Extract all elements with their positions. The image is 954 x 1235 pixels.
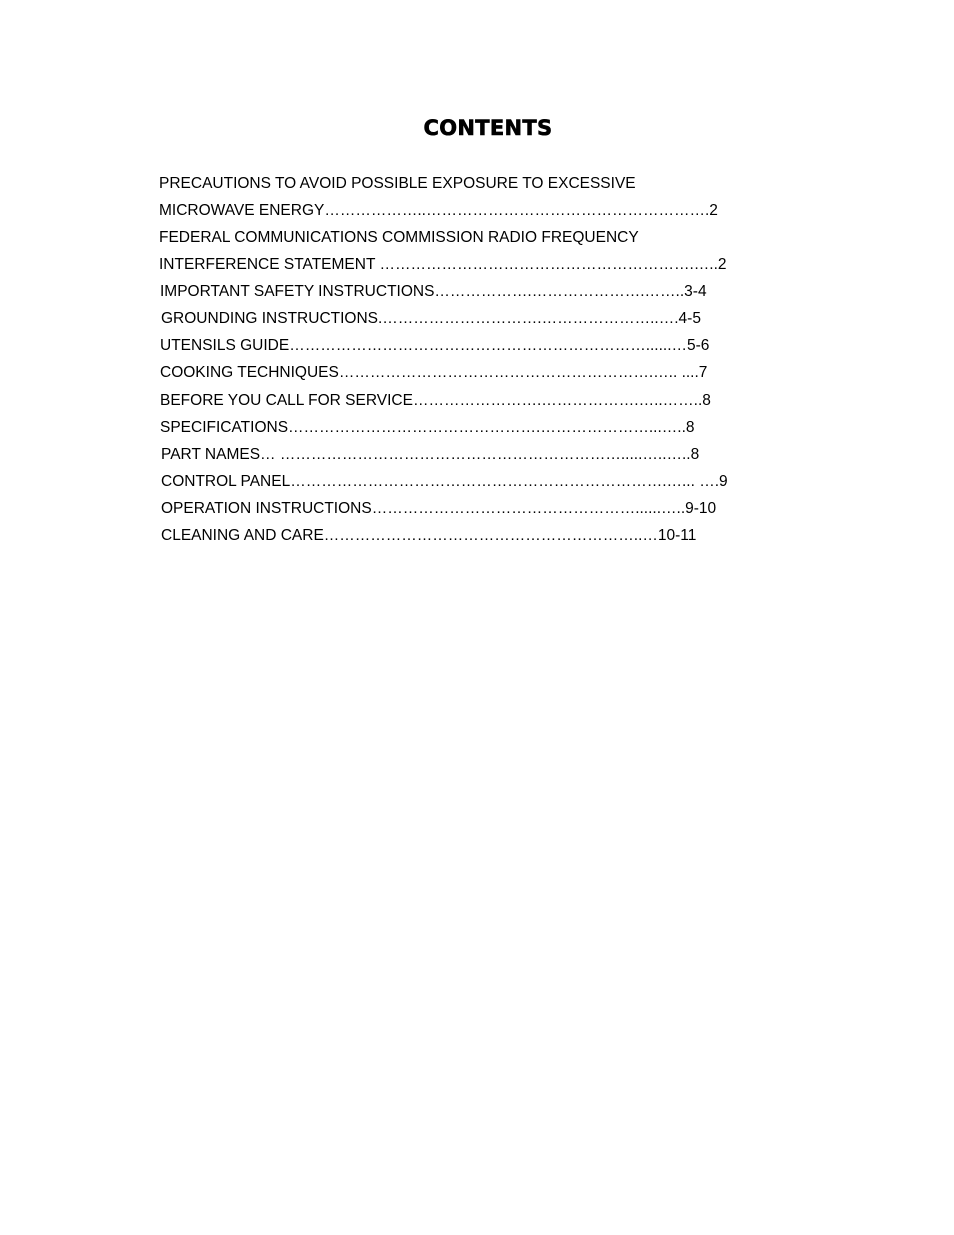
toc-entry-control-panel[interactable]: CONTROL PANEL……………………………………………………………….…... ….9 bbox=[161, 473, 728, 490]
toc-entry-utensils-guide[interactable]: UTENSILS GUIDE……………………………………………………………......…5-6 bbox=[160, 337, 710, 354]
toc-entry-precautions-line1[interactable]: PRECAUTIONS TO AVOID POSSIBLE EXPOSURE TO EXCESSIVE bbox=[159, 175, 636, 192]
toc-entry-part-names[interactable]: PART NAMES… ………………………………………………………….....…..…..8 bbox=[161, 446, 700, 463]
toc-entry-before-service[interactable]: BEFORE YOU CALL FOR SERVICE…………………….……………….…..……..8 bbox=[160, 392, 711, 409]
toc-entry-grounding-instructions[interactable]: GROUNDING INSTRUCTIONS.………………………….…………………..….4-5 bbox=[161, 310, 701, 327]
toc-entry-precautions-line2[interactable]: MICROWAVE ENERGY………………..……………………………………………….2 bbox=[159, 202, 718, 219]
toc-entry-specifications[interactable]: SPECIFICATIONS………………………………………….…………………...…..8 bbox=[160, 419, 695, 436]
toc-entry-fcc-line1[interactable]: FEDERAL COMMUNICATIONS COMMISSION RADIO FREQUENCY bbox=[159, 229, 639, 246]
toc-entry-fcc-line2[interactable]: INTERFERENCE STATEMENT …………………………………………………….…..2 bbox=[159, 256, 727, 273]
toc-entry-operation-instructions[interactable]: OPERATION INSTRUCTIONS……………………………………………......…..9-10 bbox=[161, 500, 717, 517]
page-title: CONTENTS bbox=[423, 116, 553, 140]
toc-entry-cooking-techniques[interactable]: COOKING TECHNIQUES…………………………………………………….….. ....7 bbox=[160, 364, 708, 381]
toc-entry-safety-instructions[interactable]: IMPORTANT SAFETY INSTRUCTIONS……………….………………….……..3-4 bbox=[160, 283, 707, 300]
toc-entry-cleaning-and-care[interactable]: CLEANING AND CARE……………………………………………………..…10-11 bbox=[161, 527, 697, 544]
